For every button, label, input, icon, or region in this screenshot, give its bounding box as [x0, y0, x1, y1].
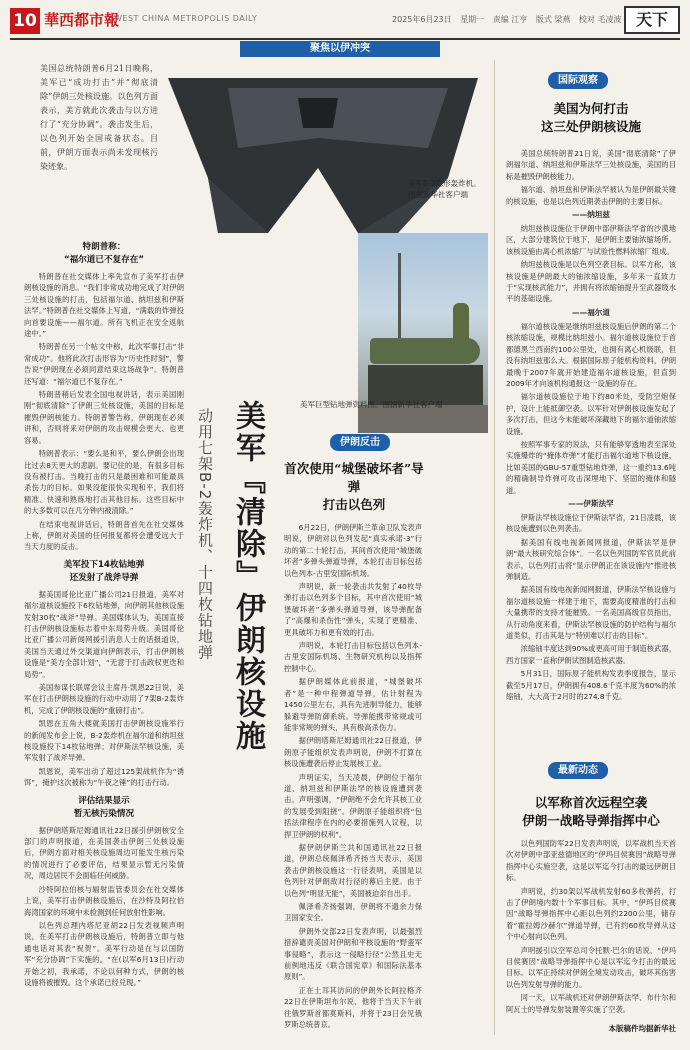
- paragraph: 福尔道核设施位于地下约80米处，受防空炮保护，设计上能抵御空袭。以军针对伊朗核设施发起了多次打击，但这今未能破坏深藏地下的福尔道铀浓缩设施。: [506, 392, 676, 436]
- main-headline: 美军『清除』伊朗核设施: [230, 400, 265, 752]
- lead-paragraph: 美国总统特朗普6月21日晚称，美军已“成功打击”并“彻底清除”伊朗三处核设施。以色列方面表示，美方就此次袭击与以方进行了“充分协调”。袭击发生后，以色列开始全国戒备状态。目前，伊朗方面表示尚未发现核污染迹象。: [40, 64, 158, 171]
- brand-english: WEST CHINA METROPOLIS DAILY: [114, 14, 258, 23]
- masthead-rule: [10, 38, 680, 40]
- paragraph: 据美国有线电视新闻网报道，伊斯法罕是伊朗“最大核研究综合体”。一名以色列国防军官员此前表示，以色列打击将“显示伊朗正在该设施内”推进核弹制造。: [506, 537, 676, 581]
- bomber-caption: 美军B-2隐形轰炸机。图据新华社客户端: [408, 179, 481, 199]
- paragraph: 美国参谋长联席会议主席丹·凯恩22日说，美军在打击伊朗核设施的行动中动用了7架B-2轰炸机，完成了伊朗核设施的“重磅打击”。: [24, 683, 184, 715]
- paragraph: 福尔道核设施是继纳坦兹核设施后伊朗的第二个核浓缩设施，规模比纳坦兹小。福尔道核设施位于首都德黑兰西南约100公里处，也拥有离心机级联，但没有纳坦兹那么大。根据国际原子能机构资料，伊朗最晚于2007年就开始建造福尔道核设施，但直到2009年才向该机构通报这一设施的存在。: [506, 321, 676, 388]
- paragraph: 声明援引以空军总司令托默·巴尔的话说，“伊玛目侯赛因”战略导弹指挥中心是以军迄今打击的最远目标。以军正持续对伊朗全境发动攻击，破坏其伤害以色列发射导弹的能力。: [506, 945, 676, 989]
- topic-banner: 聚焦以伊冲突: [240, 41, 440, 57]
- paragraph: 纳坦兹核设施是以色列空袭目标。以军方称，该核设施是伊朗最大的铀浓缩设施，多年来一直致力于“实现核武能力”，并拥有将浓缩铀提升至武器级水平的基础设施。: [506, 260, 676, 304]
- paragraph: 纳坦兹核设施位于伊朗中部伊斯法罕省的沙漠地区，大部分建筑位于地下，是伊朗主要铀浓缩场所。该核设施由离心机浓缩厂与试验性燃料浓缩厂组成。: [506, 224, 676, 256]
- paragraph: 据美国有线电视新闻网报道，伊斯法罕核设施与福尔道核设施一样建于地下，需要高度精准的打击和大量携带的支持才能摧毁。一名美国高级官员指出，从行动角度来看，伊斯法罕核设施的防护结构与福尔道类似，打击其是与“特别难以打击的目标”。: [506, 585, 676, 641]
- sub-headline: 动用七架B-2轰炸机、十四枚钻地弹: [196, 408, 214, 661]
- left-column: [24, 235, 184, 990]
- hero-graphic: [148, 58, 488, 428]
- paragraph: 声明证实，当天凌晨，伊朗位于福尔道、纳坦兹和伊斯法罕的核设施遭到袭击。声明强调，“伊朗绝不会允许其核工业的发展受到阻挠”。伊朗原子能组织将“包括法律程序在内的必要措施列入议程，以捍卫伊朗的权利”。: [284, 772, 422, 839]
- section-tag-international-view: 国际观察: [548, 72, 608, 89]
- paragraph: 正在土耳其访问的伊朗外长阿拉格齐22日在伊斯坦布尔说，他将于当天下午前往俄罗斯首都莫斯科，并将于23日会见俄罗斯总统普京。: [284, 985, 422, 1030]
- right-subhead-isfahan: ——伊斯法罕: [568, 498, 614, 508]
- paragraph: 福尔道、纳坦兹和伊斯法罕被认为是伊朗最关键的核设施，也是以色列近期袭击伊朗的主要目标。: [506, 185, 676, 206]
- paragraph: 沙特阿拉伯核与辐射监管委员会在社交媒体上说，美军打击伊朗核设施后，在沙特及阿拉伯海湾国家的环境中未检测到任何放射性影响。: [24, 884, 184, 917]
- paragraph: 6月22日，伊朗伊斯兰革命卫队发表声明说，伊朗对以色列发起“真实承诺-3”行动的第二十轮打击，其间首次使用“城堡破坏者”多弹头弹道导弹，本轮打击目标包括以色列本-古里安国际机场。: [284, 523, 422, 578]
- right-lower-headline: 以军称首次远程空袭 伊朗一战略导弹指挥中心: [522, 795, 660, 828]
- paragraph: 声明说，新一轮袭击共发射了40枚导弹打击以色列多个目标，其中首次使用“城堡破坏者”多弹头弹道导弹，该导弹配备了“高爆和杀伤性”弹头，实现了更精准、更具破坏力和更有效的打击。: [284, 582, 422, 637]
- paragraph: 以色列国防军22日发表声明说，以军战机当天首次对伊朗中部亚兹德地区的“伊玛目侯赛因”战略导弹指挥中心实施空袭，这是以军迄今打击的最远伊朗目标。: [506, 839, 676, 883]
- brand-logo: 華西都市報: [44, 11, 120, 29]
- paragraph: 据伊朗媒体此前报道，“城堡破坏者”是一种中程弹道导弹，估计射程为1450公里左右，具有先进制导能力，能够躲避导弹防御系统。导弹能携带常规或可能非常规的弹头，具有极高杀伤力。: [284, 677, 422, 732]
- paragraph: 特朗普稍后发表全国电视讲话，表示美国刚刚“彻底清除”了伊朗三处核设施，美国的目标是摧毁伊朗核能力。特朗普警告称，伊朗现在必须讲和，否则将来对伊朗的攻击规模会更大、也更容易。: [24, 390, 184, 445]
- paragraph: 声明说，本轮打击目标包括以色列本-古里安国际机场、生物研究机构以及指挥控制中心。: [284, 641, 422, 673]
- issue-date: 2025年6月23日: [392, 15, 452, 24]
- editor-credit: 责编 江亨: [492, 15, 528, 24]
- issue-weekday: 星期一: [460, 15, 485, 24]
- right-headline: 美国为何打击 这三处伊朗核设施: [540, 101, 641, 134]
- masthead: [0, 0, 690, 40]
- paragraph: 特朗普在另一个帖文中称，此次军事打击“非常成功”。他将此次打击形容为“历史性时刻”，警告说“伊朗现在必须同意结束这场战争”。特朗普还写道：“福尔道已不复存在。”: [24, 342, 184, 386]
- paragraph: 浓缩铀丰度达到90%或更高可用于制造核武器，西方国家一直称伊朗试图制造核武器。: [506, 644, 676, 665]
- left-subhead-3: 评估结果显示 暂无核污染情况: [73, 795, 135, 819]
- section-tag-latest-news: 最新动态: [548, 762, 608, 779]
- paragraph: 美国总统特朗普21日说，美国“彻底清除”了伊朗福尔道、纳坦兹和伊斯法罕三处核设施，美国的目标是摧毁伊朗核能力。: [506, 149, 676, 181]
- source-credit: 本版稿件均据新华社: [608, 1024, 676, 1033]
- paragraph: 在结束电视讲话后，特朗普首先在社交媒体上称，伊朗对美国的任何报复都将会遭受远大于当天力度的反击。: [24, 519, 184, 552]
- paragraph: 5月31日，国际原子能机构发表季度报告，显示截至5月17日，伊朗拥有408.6千克丰度为60%的浓缩铀，大大高于2月时的274.8千克。: [506, 669, 676, 702]
- middle-column: [284, 522, 422, 1032]
- right-column: [506, 148, 676, 704]
- photo-caption: 美军巨型钻地弹资料图。图据新华社客户端: [300, 400, 443, 409]
- paragraph: 据美国哥伦比亚广播公司21日报道，美军对福尔道核设施投下6枚钻地弹，向伊朗其他核设施发射30枚“战斧”导弹。美国媒体认为，美国直接打击伊朗核设施标志着中东局势升级。美国哥伦比亚广播公司新闻网援引消息人士的话报道说，美国当天通过外交渠道向伊朗表示，打击伊朗核设施是“美方全部计划”，“无意于打击政权更迭和局势”。: [24, 589, 184, 679]
- paragraph: 以色列总理内塔尼亚胡22日发表视频声明说，在美军打击伊朗核设施后，特朗普立即与他通电话对其表“祝贺”。美军行动是在与以国防军“充分协调”下实施的。“在(以军6月13日)行动开始之初，我承诺，不论以何种方式，伊朗的核设施将被摧毁。这个承诺已经兑现。”: [24, 920, 184, 987]
- right-lower-column: [506, 838, 676, 1017]
- section-name: 天下: [624, 6, 680, 34]
- paragraph: 据伊朗伊斯兰共和国通讯社22日报道，伊朗总统佩泽希齐扬当天表示，美国袭击伊朗核设施这一行径表明，美国是以色列针对伊朗敌对行径的幕后主使。由于以色列“明显无能”，美国被迫亲自出手。: [284, 842, 422, 898]
- paragraph: 伊朗外交部22日发表声明，以最强烈措辞谴责美国对伊朗和平核设施的“野蛮军事侵略”，表示这一侵略行径“公然且史无前例地违反《联合国宪章》和国际法基本原则”。: [284, 926, 422, 982]
- section-tag-iran-counterattack: 伊朗反击: [330, 434, 390, 451]
- left-subhead-1: 特朗普称： “福尔道已不复存在”: [63, 242, 145, 265]
- page-number: 10: [10, 8, 40, 34]
- right-subhead-fordow: ——福尔道: [572, 307, 610, 317]
- left-subhead-2: 美军投下14枚钻地弹 还发射了战斧导弹: [63, 559, 145, 583]
- issue-meta: [392, 14, 627, 25]
- column-divider: [494, 60, 495, 1035]
- paragraph: 据伊朗塔斯尼姆通讯社22日报道，伊朗原子能组织发表声明说，伊朗不打算在核设施遭袭后停止发展核工业。: [284, 736, 422, 769]
- paragraph: 特朗普表示：“要么是和平，要么伊朗会出现比过去8天更大的悲剧。要记住的是，有很多目标没有被打击。当晚打击的只是最困难和可能最具杀伤力的目标。如果没能很快实现和平，我们将精准、快速和熟练地打击其他目标。这些目标中的大多数可以在几分钟内被清除。”: [24, 449, 184, 516]
- paragraph: 声明说，约30架以军战机发射60多枚弹药，打击了伊朗境内数十个军事目标。其中，“伊玛目侯赛因”战略导弹指挥中心距以色列约2200公里，储存着“霍拉姆沙赫尔”弹道导弹，已有约60枚导弹从这个中心射向以色列。: [506, 886, 676, 942]
- bomb-shape: [370, 338, 480, 364]
- paragraph: 凯恩在五角大楼就美国打击伊朗核设施举行的新闻发布会上说，B-2轰炸机在福尔道和纳坦兹核设施投下14枚钻地弹；对伊斯法罕核设施，美军发射了战斧导弹。: [24, 719, 184, 763]
- paragraph: 同一天，以军战机还对伊朗伊斯法罕、布什尔和阿瓦士的导弹发射装置等实施了空袭。: [506, 993, 676, 1014]
- paragraph: 伊斯法罕核设施位于伊斯法罕省，21日凌晨，该核设施遭到以色列袭击。: [506, 512, 676, 534]
- middle-headline: 首次使用“城堡破坏者”导弹 打击以色列: [284, 461, 424, 512]
- right-subhead-natanz: ——纳坦兹: [572, 210, 610, 220]
- paragraph: 凯恩说，美军出动了超过125架战机作为“诱饵”，掩护这次被称为“午夜之锤”的打击行动。: [24, 766, 184, 788]
- paragraph: 特朗普在社交媒体上率先宣布了美军打击伊朗核设施的消息。“我们非常成功地完成了对伊朗三处核设施的打击，包括福尔道、纳坦兹和伊斯法罕。”特朗普在社交媒体上写道，“满载的炸弹投向首要设施——福尔道。所有飞机正在安全返航途中。”: [24, 272, 184, 339]
- paragraph: 据伊朗塔斯尼姆通讯社22日援引伊朗核安全部门的声明报道，在美国袭击伊朗三处核设施后，伊朗方面对相关核设施周边可能发生核污染的情况进行了必要评估，结果显示暂无污染情况，周边居民不会面临任何威胁。: [24, 825, 184, 881]
- proofreader-credit: 校对 毛凌波: [578, 15, 622, 24]
- paragraph: 按照军事专家的说法，只有能够穿透地表至深处实施爆炸的“掩体炸弹”才能打击福尔道地下核设施，比如美国的GBU-57重型钻地炸弹，这一重约13.6吨的精确制导炸弹可攻击深埋地下、坚固的掩体和隧道。: [506, 439, 676, 495]
- paragraph: 佩泽希齐扬强调，伊朗将不遗余力保卫国家安全。: [284, 902, 422, 923]
- designer-credit: 版式 梁燕: [535, 15, 571, 24]
